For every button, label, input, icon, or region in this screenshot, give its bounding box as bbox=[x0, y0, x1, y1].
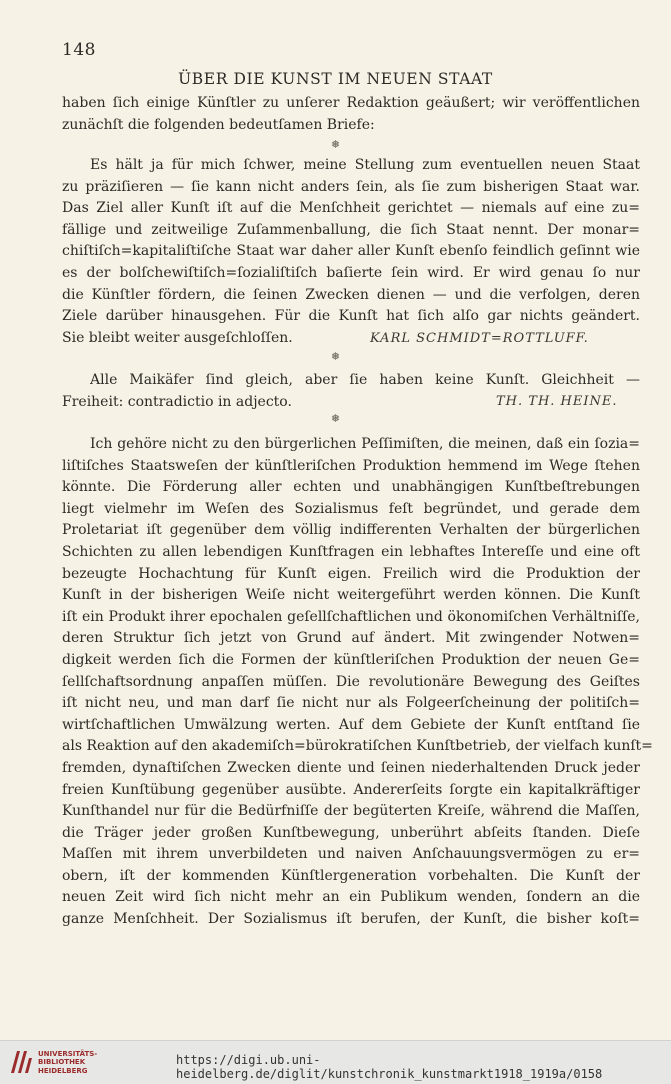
logo-line: HEIDELBERG bbox=[38, 1066, 88, 1075]
text-line: als Reaktion auf den akademiſch=bürokratiſchen Kunſtbetrieb, der vielfach kunſt= bbox=[62, 738, 653, 755]
text-line: deren Struktur ſich jetzt von Grund auf ändert. Mit zwingender Notwen= bbox=[62, 630, 640, 647]
text-line: Kunſthandel nur für die Bedürfniſſe der begüterten Kreiſe, während die Maſſen, bbox=[62, 803, 640, 820]
text-line: Ziele darüber hinausgehen. Für die Kunſt hat ſich alſo gar nichts geändert. bbox=[62, 308, 640, 325]
letter-schmidt-rottluff bbox=[62, 155, 640, 349]
text-line: iſt nicht neu, und man darf ſie nicht nur als Folgeerſcheinung der politiſch= bbox=[62, 695, 640, 712]
text-line: Freiheit: contradictio in adjecto. bbox=[62, 393, 292, 410]
text-line: könnte. Die Förderung aller echten und unabhängigen Kunſtbeſtrebungen bbox=[62, 479, 640, 496]
library-logo-text bbox=[38, 1050, 97, 1075]
text-line: liſtiſches Staatsweſen der künſtleriſchen Produktion hemmend im Wege ſtehen bbox=[62, 457, 640, 474]
text-line: haben ſich einige Künſtler zu unſerer Redaktion geäußert; wir veröffentlichen bbox=[62, 95, 640, 111]
permalink-url[interactable]: https://digi.ub.uni-heidelberg.de/diglit/kunstchronik_kunstmarkt1918_1919a/0158 bbox=[176, 1053, 603, 1081]
text-line: Es hält ja für mich ſchwer, meine Stellung zum eventuellen neuen Staat bbox=[90, 157, 640, 173]
logo-line: BIBLIOTHEK bbox=[38, 1058, 86, 1067]
logo-line: UNIVERSITÄTS- bbox=[38, 1050, 98, 1058]
text-line: ſellſchaftsordnung anpaſſen müſſen. Die revolutionäre Bewegung des Geiſtes bbox=[62, 673, 640, 690]
text-line: fremden, dynaſtiſchen Zwecken diente und ſeinen niederhaltenden Druck jeder bbox=[62, 759, 640, 776]
text-line: zu präziſieren — ſie kann nicht anders ſein, als ſie zum bisherigen Staat war. bbox=[62, 178, 640, 195]
text-line: chiſtiſch=kapitaliſtiſche Staat war daher aller Kunſt ebenſo feindlich geſinnt wie bbox=[62, 243, 640, 260]
text-line: Maſſen mit ihrem unverbildeten und naiven Anſchauungsvermögen zu er= bbox=[62, 846, 640, 863]
text-line: Das Ziel aller Kunſt iſt auf die Menſchheit gerichtet — niemals auf eine zu= bbox=[62, 200, 640, 217]
text-line: digkeit werden ſich die Formen der künſtleriſchen Produktion der neuen Ge= bbox=[62, 651, 640, 668]
text-line: freien Kunſtübung gegenüber ausübte. Andererſeits ſorgte ein kapitalkräftiger bbox=[62, 781, 640, 798]
separator-ornament: ❅ bbox=[330, 412, 341, 425]
text-line: iſt ein Produkt ihrer epochalen geſellſchaftlichen und ökonomiſchen Verhältniſſe, bbox=[62, 608, 640, 625]
page-number: 148 bbox=[62, 40, 96, 60]
text-line: liegt vielmehr im Weſen des Sozialismus feſt begründet, und gerade dem bbox=[62, 500, 640, 517]
separator-ornament: ❅ bbox=[330, 350, 341, 363]
text-line: neuen Zeit wird ſich nicht mehr an ein Publikum wenden, ſondern an die bbox=[62, 889, 640, 906]
text-line: wirtſchaftlichen Umwälzung werten. Auf dem Gebiete der Kunſt entſtand ſie bbox=[62, 716, 640, 733]
text-line: Sie bleibt weiter ausgeſchloſſen. bbox=[62, 329, 293, 346]
text-line: es der bolſchewiſtiſch=ſozialiſtiſch baſierte ſein wird. Er wird genau ſo nur bbox=[62, 264, 640, 281]
text-line: ganze Menſchheit. Der Sozialismus iſt berufen, der Kunſt, die bisher koſt= bbox=[62, 911, 640, 928]
text-line: fällige und zeitweilige Zuſammenballung, die ſich Staat nennt. Der monar= bbox=[62, 221, 640, 238]
signature-heine: TH. TH. HEINE. bbox=[496, 394, 618, 409]
text-line: Alle Maikäfer ſind gleich, aber ſie haben keine Kunſt. Gleichheit — bbox=[90, 372, 640, 388]
intro-paragraph bbox=[62, 93, 640, 136]
running-head: ÜBER DIE KUNST IM NEUEN STAAT bbox=[178, 70, 493, 88]
text-line: obern, iſt der kommenden Künſtlergeneration vorbehalten. Die Kunſt der bbox=[62, 867, 640, 884]
text-line: Schichten zu allen lebendigen Kunſtfragen ein lebhaftes Intereſſe und eine oft bbox=[62, 543, 640, 560]
letter-third bbox=[62, 434, 653, 931]
text-line: Kunſt in der bisherigen Weiſe nicht weitergeführt werden können. Die Kunſt bbox=[62, 587, 640, 604]
library-logo-icon bbox=[8, 1048, 34, 1076]
signature-schmidt-rottluff: KARL SCHMIDT=ROTTLUFF. bbox=[370, 331, 589, 346]
separator-ornament: ❅ bbox=[330, 138, 341, 151]
text-line: die Träger jeder großen Kunſtbewegung, unberührt abſeits ſtanden. Dieſe bbox=[62, 824, 640, 841]
text-line: die Künſtler fördern, die ſeinen Zwecken dienen — und die verfolgen, deren bbox=[62, 286, 640, 303]
viewer-footer bbox=[0, 1040, 671, 1084]
text-line: Ich gehöre nicht zu den bürgerlichen Peſſimiſten, die meinen, daß ein ſozia= bbox=[90, 436, 640, 452]
text-line: Proletariat iſt gegenüber dem völlig indifferenten Verhalten der bürgerlichen bbox=[62, 522, 640, 539]
text-line: zunächſt die folgenden bedeutſamen Briefe: bbox=[62, 116, 375, 133]
text-line: bezeugte Hochachtung für Kunſt eigen. Freilich wird die Produktion der bbox=[62, 565, 640, 582]
